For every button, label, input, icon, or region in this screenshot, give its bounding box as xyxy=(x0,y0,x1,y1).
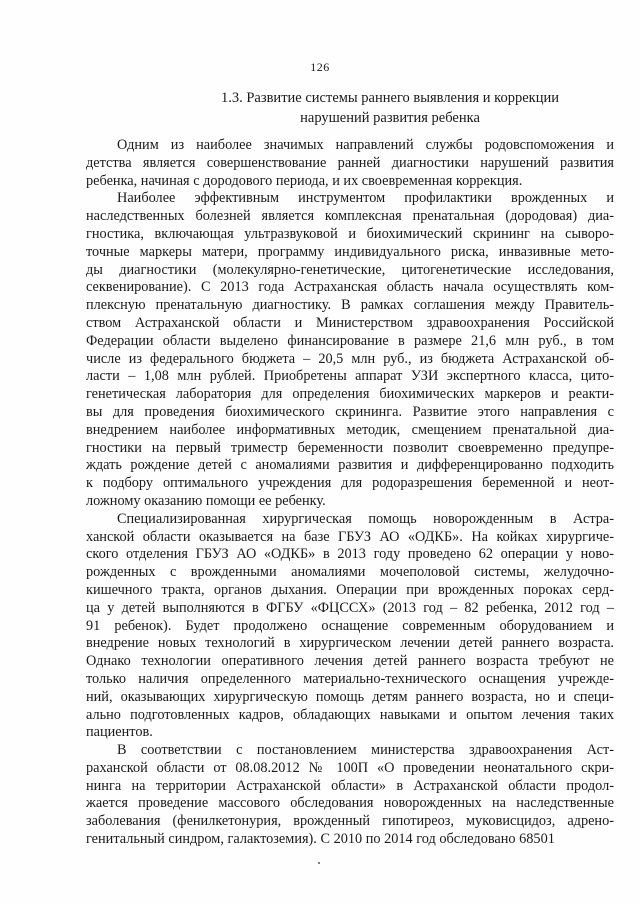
text-line: генитальный синдром, галактоземия). С 2010 по 2014 год обследовано 68501 xyxy=(86,831,555,848)
text-line: кишечного тракта, органов дыхания. Операции при врожденных пороках серд- xyxy=(86,581,614,598)
text-line: рожденных с врожденными аномалиями мочеполовой системы, желудочно- xyxy=(86,564,614,581)
text-line: 91 ребенок). Будет продолжено оснащение современным оборудованием и xyxy=(86,617,614,634)
text-line: раханской области от 08.08.2012 № 100П «О проведении неонатального скри- xyxy=(86,759,614,776)
text-line: ласти – 1,08 млн рублей. Приобретены аппарат УЗИ экспертного класса, цито- xyxy=(86,368,614,385)
text-line: ханской области оказывается на базе ГБУЗ АО «ОДКБ». На койках хирургиче- xyxy=(86,528,614,545)
text-line: ний, оказывающих хирургическую помощь детям раннего возраста, но и специ- xyxy=(86,688,614,705)
text-line: наследственных болезней является комплексная пренатальная (дородовая) диа- xyxy=(86,208,614,225)
paragraph xyxy=(86,137,614,190)
section-title-line-1: 1.3. Развитие системы раннего выявления и коррекции xyxy=(220,90,560,106)
text-line: Одним из наиболее значимых направлений службы родовспоможения и xyxy=(117,137,614,153)
text-line: ждать рождение детей с аномалиями развития и дифференцированно подходить xyxy=(86,457,614,474)
section-title xyxy=(180,88,600,128)
text-line: ством Астраханской области и Министерством здравоохранения Российской xyxy=(86,314,614,331)
paragraph xyxy=(86,511,614,742)
text-line: плексную пренатальную диагностику. В рамках соглашения между Правитель- xyxy=(86,297,614,314)
text-line: В соответствии с постановлением министерства здравоохранения Аст- xyxy=(117,742,614,759)
text-line: Однако технологии оперативного лечения детей раннего возраста требуют не xyxy=(86,653,614,670)
text-line: числе из федерального бюджета – 20,5 млн руб., из бюджета Астраханской об- xyxy=(86,350,614,367)
text-line: пациентов. xyxy=(86,724,153,741)
text-line: гностики на первый триместр беременности позволит своевременно предупре- xyxy=(86,439,614,456)
text-line: жается проведение массового обследования новорожденных на наследственные xyxy=(86,795,614,812)
text-line: ца у детей выполняются в ФГБУ «ФЦССХ» (2013 год – 82 ребенка, 2012 год – xyxy=(86,599,614,616)
text-line: ребенка, начиная с дородового периода, и их своевременная коррекция. xyxy=(86,172,523,189)
text-line: ально подготовленных кадров, обладающих навыками и опытом лечения таких xyxy=(86,706,614,723)
text-line: нинга на территории Астраханской области» в Астраханской области продол- xyxy=(86,777,614,794)
paragraph xyxy=(86,742,614,849)
text-line: внедрение новых технологий в хирургическом лечении детей раннего возраста. xyxy=(86,635,614,652)
text-line: Специализированная хирургическая помощь новорожденным в Астра- xyxy=(117,510,614,527)
text-line: вы для проведения биохимического скрининга. Развитие этого направления с xyxy=(86,403,614,420)
text-line: внедрением наиболее информативных методик, смещением пренатальной диа- xyxy=(86,421,614,438)
text-line: генетическая лаборатория для определения биохимических маркеров и реакти- xyxy=(86,386,614,403)
text-line: гностика, включающая ультразвуковой и биохимический скрининг на сыворо- xyxy=(86,225,614,242)
text-line: детства является совершенствование ранней диагностики нарушений развития xyxy=(86,154,614,171)
text-line: ского отделения ГБУЗ АО «ОДКБ» в 2013 году проведено 62 операции у ново- xyxy=(86,546,614,563)
text-line: заболевания (фенилкетонурия, врожденный гипотиреоз, муковисцидоз, адрено- xyxy=(86,813,614,830)
text-line: точные маркеры матери, программу индивидуального риска, инвазивные мето- xyxy=(86,243,614,260)
text-line: ды диагностики (молекулярно-генетические, цитогенетические исследования, xyxy=(86,261,614,278)
text-line: секвенирование). С 2013 года Астраханская область начала осуществлять ком- xyxy=(86,279,614,296)
text-line: Наиболее эффективным инструментом профилактики врожденных и xyxy=(117,190,614,207)
page-number: 126 xyxy=(310,60,330,74)
section-title-line-2: нарушений развития ребенка xyxy=(300,110,480,126)
text-line: к подбору оптимального учреждения для родоразрешения беременной и неот- xyxy=(86,475,614,492)
text-line: ложному оказанию помощи ее ребенку. xyxy=(86,492,326,509)
text-line: только наличия определенного материально-технического оснащения учрежде- xyxy=(86,670,614,687)
paragraph xyxy=(86,190,614,510)
scan-speck xyxy=(318,862,320,864)
body-text xyxy=(86,137,614,849)
text-line: Федерации области выделено финансирование в размере 21,6 млн руб., в том xyxy=(86,332,614,349)
